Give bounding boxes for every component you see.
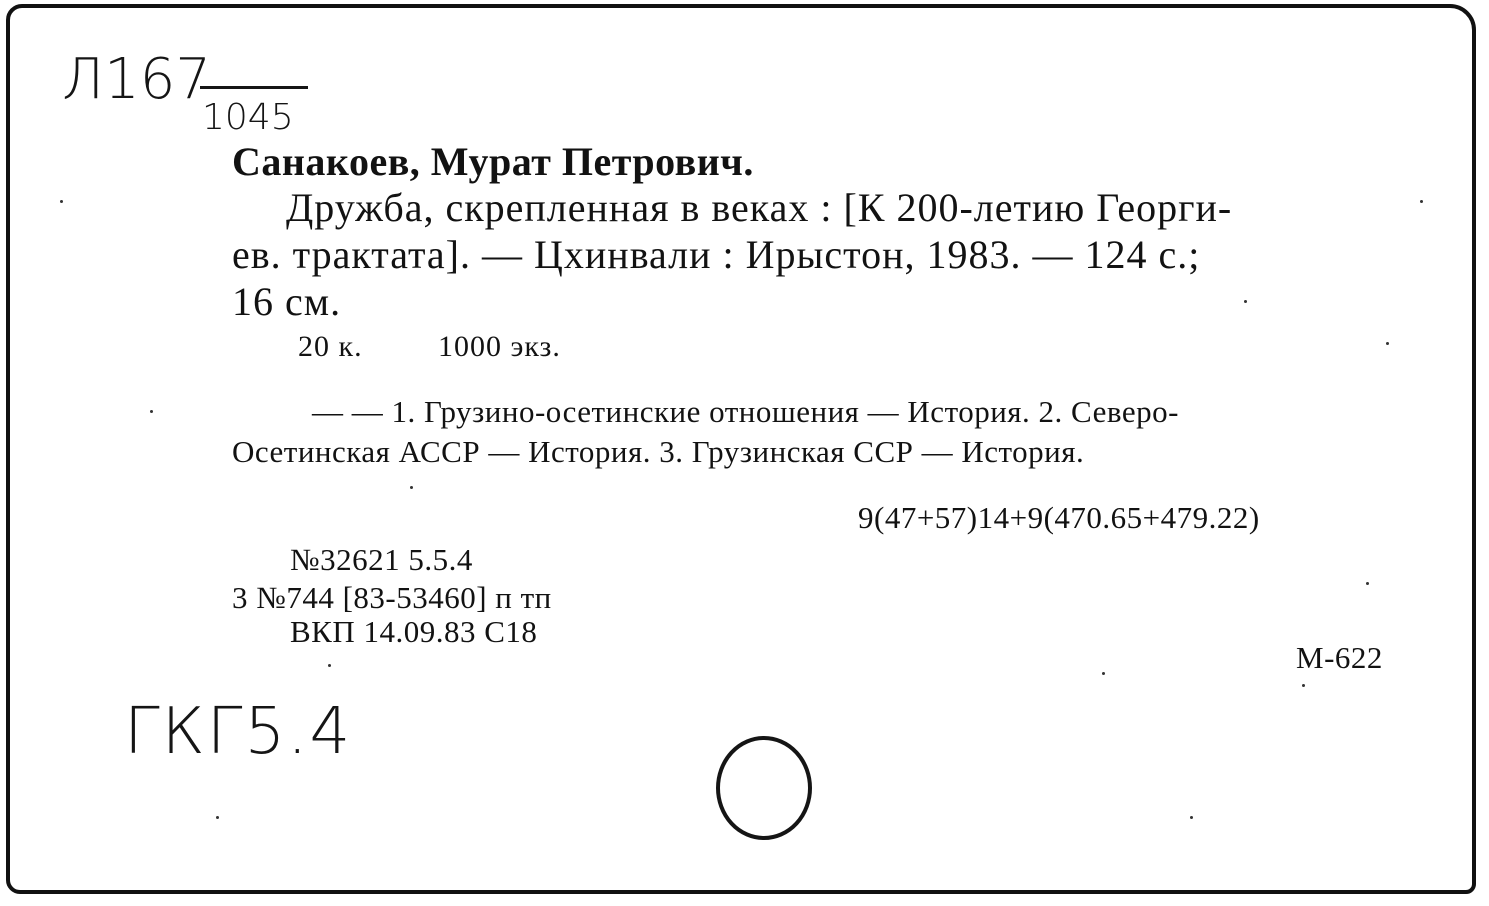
- scan-speck: [150, 410, 153, 413]
- author-heading: Санакоев, Мурат Петрович.: [232, 139, 754, 184]
- print-info: 3 №744 [83-53460] п тп: [232, 580, 552, 615]
- title-line-1: [286, 185, 1394, 230]
- fraction-line: [200, 86, 308, 89]
- scan-speck: [1102, 672, 1105, 675]
- handwritten-fraction-number: 1045: [202, 97, 294, 138]
- scan-speck: [1420, 200, 1423, 203]
- scan-speck: [1386, 342, 1389, 345]
- scan-speck: [328, 664, 331, 667]
- card-code: М-622: [1296, 640, 1383, 675]
- price: 20 к.: [298, 330, 363, 363]
- scan-speck: [216, 816, 219, 819]
- handwritten-class-code: ГКГ5.4: [124, 695, 353, 769]
- title-line-1-text: Дружба, скрепленная в веках : [К 200-летию Георги-: [286, 185, 1233, 230]
- order-number: №32621 5.5.4: [290, 542, 473, 577]
- vkp-info: ВКП 14.09.83 С18: [290, 614, 538, 649]
- subjects-line-1: — — 1. Грузино-осетинские отношения — История. 2. Северо-: [312, 394, 1179, 429]
- copies: 1000 экз.: [438, 330, 561, 363]
- scan-speck: [1302, 684, 1305, 687]
- scan-speck: [1190, 816, 1193, 819]
- punch-hole-icon: [712, 734, 816, 846]
- classification-index: 9(47+57)14+9(470.65+479.22): [858, 500, 1260, 535]
- subjects-line-2: Осетинская АССР — История. 3. Грузинская ССР — История.: [232, 434, 1085, 469]
- scan-speck: [1366, 582, 1369, 585]
- scan-speck: [410, 486, 413, 489]
- scan-speck: [60, 200, 63, 203]
- title-line-2: ев. трактата]. — Цхинвали : Ирыстон, 1983. — 124 с.;: [232, 232, 1201, 277]
- title-line-3: 16 см.: [232, 279, 342, 324]
- handwritten-shelfmark: Л167: [62, 47, 211, 112]
- scan-speck: [1244, 300, 1247, 303]
